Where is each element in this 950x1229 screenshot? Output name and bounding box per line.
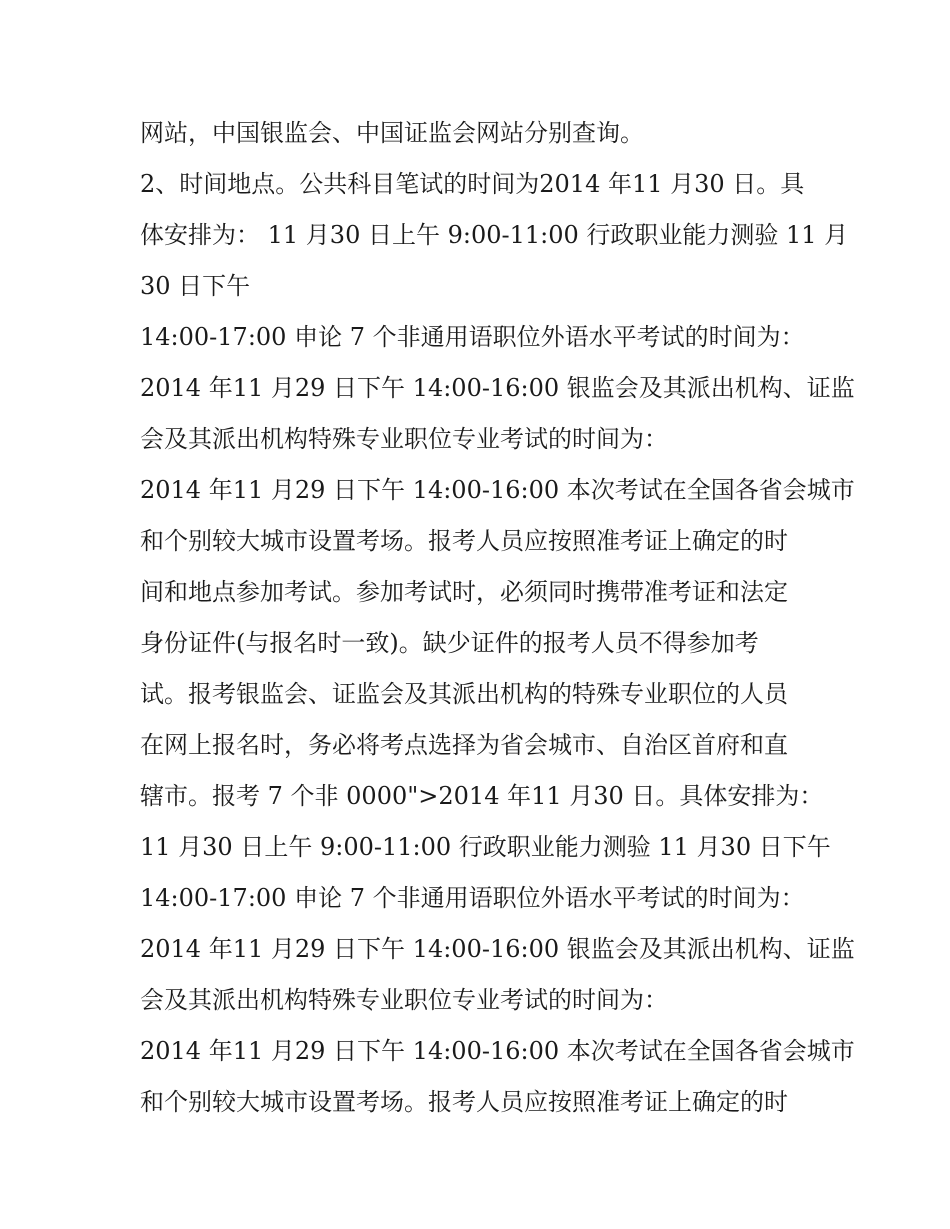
text-line: 身份证件(与报名时一致)。缺少证件的报考人员不得参加考 — [140, 629, 759, 657]
text-line: 2、时间地点。公共科目笔试的时间为2014 年11 月30 日。具 — [140, 170, 805, 198]
text-line: 网站，中国银监会、中国证监会网站分别查询。 — [140, 119, 644, 147]
text-line: 2014 年11 月29 日下午 14:00-16:00 银监会及其派出机构、证监 — [140, 374, 855, 402]
text-line: 14:00-17:00 申论 7 个非通用语职位外语水平考试的时间为： — [140, 884, 805, 912]
text-line: 会及其派出机构特殊专业职位专业考试的时间为： — [140, 425, 668, 453]
text-line: 14:00-17:00 申论 7 个非通用语职位外语水平考试的时间为： — [140, 323, 805, 351]
text-line: 11 月30 日上午 9:00-11:00 行政职业能力测验 11 月30 日下午 — [140, 833, 831, 861]
text-line: 和个别较大城市设置考场。报考人员应按照准考证上确定的时 — [140, 527, 788, 555]
text-line: 2014 年11 月29 日下午 14:00-16:00 本次考试在全国各省会城市 — [140, 1037, 855, 1065]
body-text — [140, 108, 855, 1128]
text-line: 试。报考银监会、证监会及其派出机构的特殊专业职位的人员 — [140, 680, 788, 708]
text-line: 间和地点参加考试。参加考试时，必须同时携带准考证和法定 — [140, 578, 788, 606]
text-line: 2014 年11 月29 日下午 14:00-16:00 银监会及其派出机构、证监 — [140, 935, 855, 963]
text-line: 会及其派出机构特殊专业职位专业考试的时间为： — [140, 986, 668, 1014]
text-line: 辖市。报考 7 个非 0000">2014 年11 月30 日。具体安排为： — [140, 782, 824, 810]
text-line: 30 日下午 — [140, 272, 251, 300]
text-line: 体安排为： 11 月30 日上午 9:00-11:00 行政职业能力测验 11 月 — [140, 221, 849, 249]
text-line: 在网上报名时，务必将考点选择为省会城市、自治区首府和直 — [140, 731, 788, 759]
text-line: 和个别较大城市设置考场。报考人员应按照准考证上确定的时 — [140, 1088, 788, 1116]
text-line: 2014 年11 月29 日下午 14:00-16:00 本次考试在全国各省会城市 — [140, 476, 855, 504]
